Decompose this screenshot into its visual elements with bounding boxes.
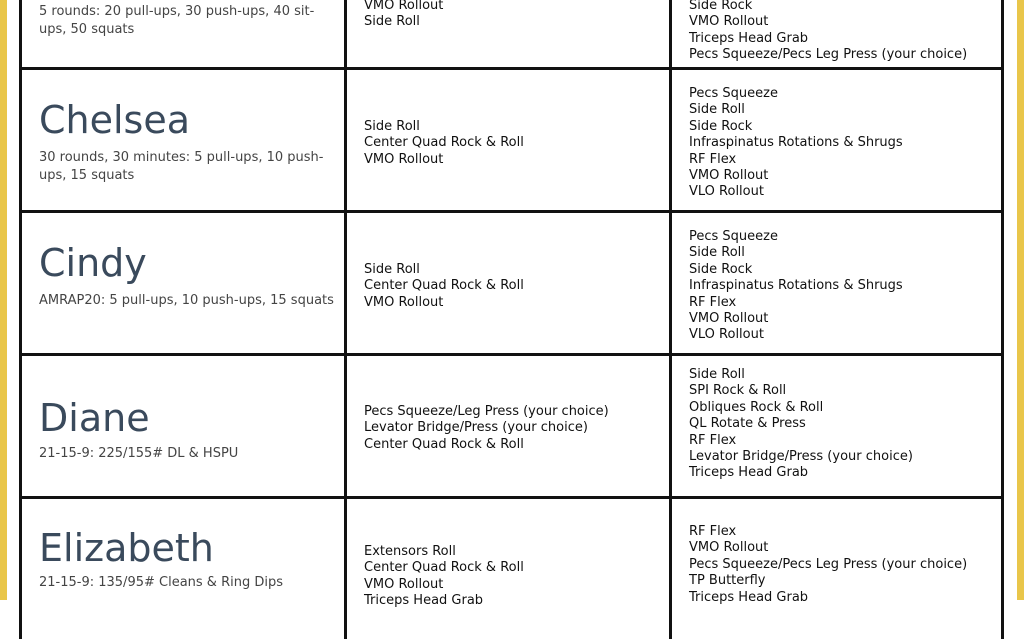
workout-name: Diane: [39, 396, 150, 440]
list-item: Triceps Head Grab: [689, 589, 809, 605]
list-item: Triceps Head Grab: [689, 465, 809, 481]
exercise-cell: [672, 0, 1001, 67]
exercise-list: [689, 524, 993, 606]
list-item: Center Quad Rock & Roll: [364, 135, 524, 151]
workout-cell: [22, 499, 347, 639]
exercise-list: [364, 119, 661, 168]
exercise-cell: [347, 356, 672, 496]
list-item: Triceps Head Grab: [689, 30, 809, 46]
list-item: RF Flex: [689, 151, 737, 167]
list-item: Infraspinatus Rotations & Shrugs: [689, 135, 903, 151]
workout-description: 21-15-9: 225/155# DL & HSPU: [39, 446, 239, 461]
list-item: VMO Rollout: [689, 311, 769, 327]
list-item: Side Roll: [364, 262, 420, 277]
exercise-cell: [672, 70, 1001, 210]
list-item: Obliques Rock & Roll: [689, 399, 824, 415]
list-item: Side Roll: [364, 119, 420, 134]
list-item: Levator Bridge/Press (your choice): [689, 449, 913, 465]
list-item: Side Rock: [689, 0, 753, 13]
list-item: VMO Rollout: [364, 576, 444, 592]
list-item: Pecs Squeeze/Pecs Leg Press (your choice): [689, 47, 968, 63]
exercise-cell: [672, 356, 1001, 496]
workout-name: Chelsea: [39, 98, 191, 142]
list-item: Side Roll: [364, 14, 420, 30]
list-item: Center Quad Rock & Roll: [364, 436, 524, 452]
workout-name: Elizabeth: [39, 526, 214, 570]
workout-cell: [22, 213, 347, 353]
list-item: Pecs Squeeze: [689, 229, 778, 244]
workout-description: 21-15-9: 135/95# Cleans & Ring Dips: [39, 575, 283, 590]
list-item: RF Flex: [689, 294, 737, 310]
workout-cell: [22, 356, 347, 496]
workout-cell: [22, 70, 347, 210]
list-item: TP Butterfly: [689, 573, 766, 589]
exercise-cell: [672, 213, 1001, 353]
list-item: VMO Rollout: [364, 0, 444, 13]
list-item: Side Rock: [689, 261, 753, 277]
workout-description: 5 rounds: 20 pull-ups, 30 push-ups, 40 sit-ups, 50 squats: [39, 4, 315, 37]
exercise-cell: [347, 70, 672, 210]
table-row: [22, 70, 1001, 213]
exercise-list: [689, 367, 993, 482]
list-item: Triceps Head Grab: [364, 593, 484, 609]
workout-description: AMRAP20: 5 pull-ups, 10 push-ups, 15 squats: [39, 293, 334, 308]
workout-table: [19, 0, 1004, 639]
list-item: Center Quad Rock & Roll: [364, 278, 524, 294]
exercise-list: [689, 229, 993, 344]
workout-name: Cindy: [39, 241, 147, 285]
workout-cell: [22, 0, 347, 67]
list-item: Side Rock: [689, 118, 753, 134]
table-row: [22, 499, 1001, 639]
list-item: Side Roll: [689, 367, 745, 382]
exercise-list: [364, 404, 661, 453]
exercise-list: [364, 262, 661, 311]
list-item: RF Flex: [689, 432, 737, 448]
list-item: Side Roll: [689, 245, 745, 261]
list-item: Center Quad Rock & Roll: [364, 560, 524, 576]
list-item: Pecs Squeeze: [689, 86, 778, 101]
exercise-cell: [347, 213, 672, 353]
list-item: Infraspinatus Rotations & Shrugs: [689, 278, 903, 294]
list-item: VMO Rollout: [364, 151, 444, 167]
list-item: Levator Bridge/Press (your choice): [364, 420, 588, 436]
exercise-list: [689, 0, 993, 64]
list-item: QL Rotate & Press: [689, 416, 806, 432]
list-item: VMO Rollout: [689, 14, 769, 30]
table-row: [22, 213, 1001, 356]
list-item: RF Flex: [689, 524, 737, 539]
list-item: VLO Rollout: [689, 327, 764, 343]
exercise-list: [689, 86, 993, 201]
exercise-cell: [347, 0, 672, 67]
list-item: Pecs Squeeze/Pecs Leg Press (your choice): [689, 556, 968, 572]
list-item: Pecs Squeeze/Leg Press (your choice): [364, 404, 609, 419]
exercise-cell: [672, 499, 1001, 639]
list-item: VMO Rollout: [689, 168, 769, 184]
table-row: [22, 356, 1001, 499]
list-item: VMO Rollout: [689, 540, 769, 556]
list-item: Side Roll: [689, 102, 745, 118]
exercise-cell: [347, 499, 672, 639]
table-row: [22, 0, 1001, 70]
list-item: SPI Rock & Roll: [689, 383, 787, 399]
exercise-list: [364, 0, 661, 31]
list-item: Extensors Roll: [364, 544, 456, 559]
workout-description: 30 rounds, 30 minutes: 5 pull-ups, 10 push-ups, 15 squats: [39, 150, 324, 183]
list-item: VMO Rollout: [364, 294, 444, 310]
list-item: VLO Rollout: [689, 184, 764, 200]
